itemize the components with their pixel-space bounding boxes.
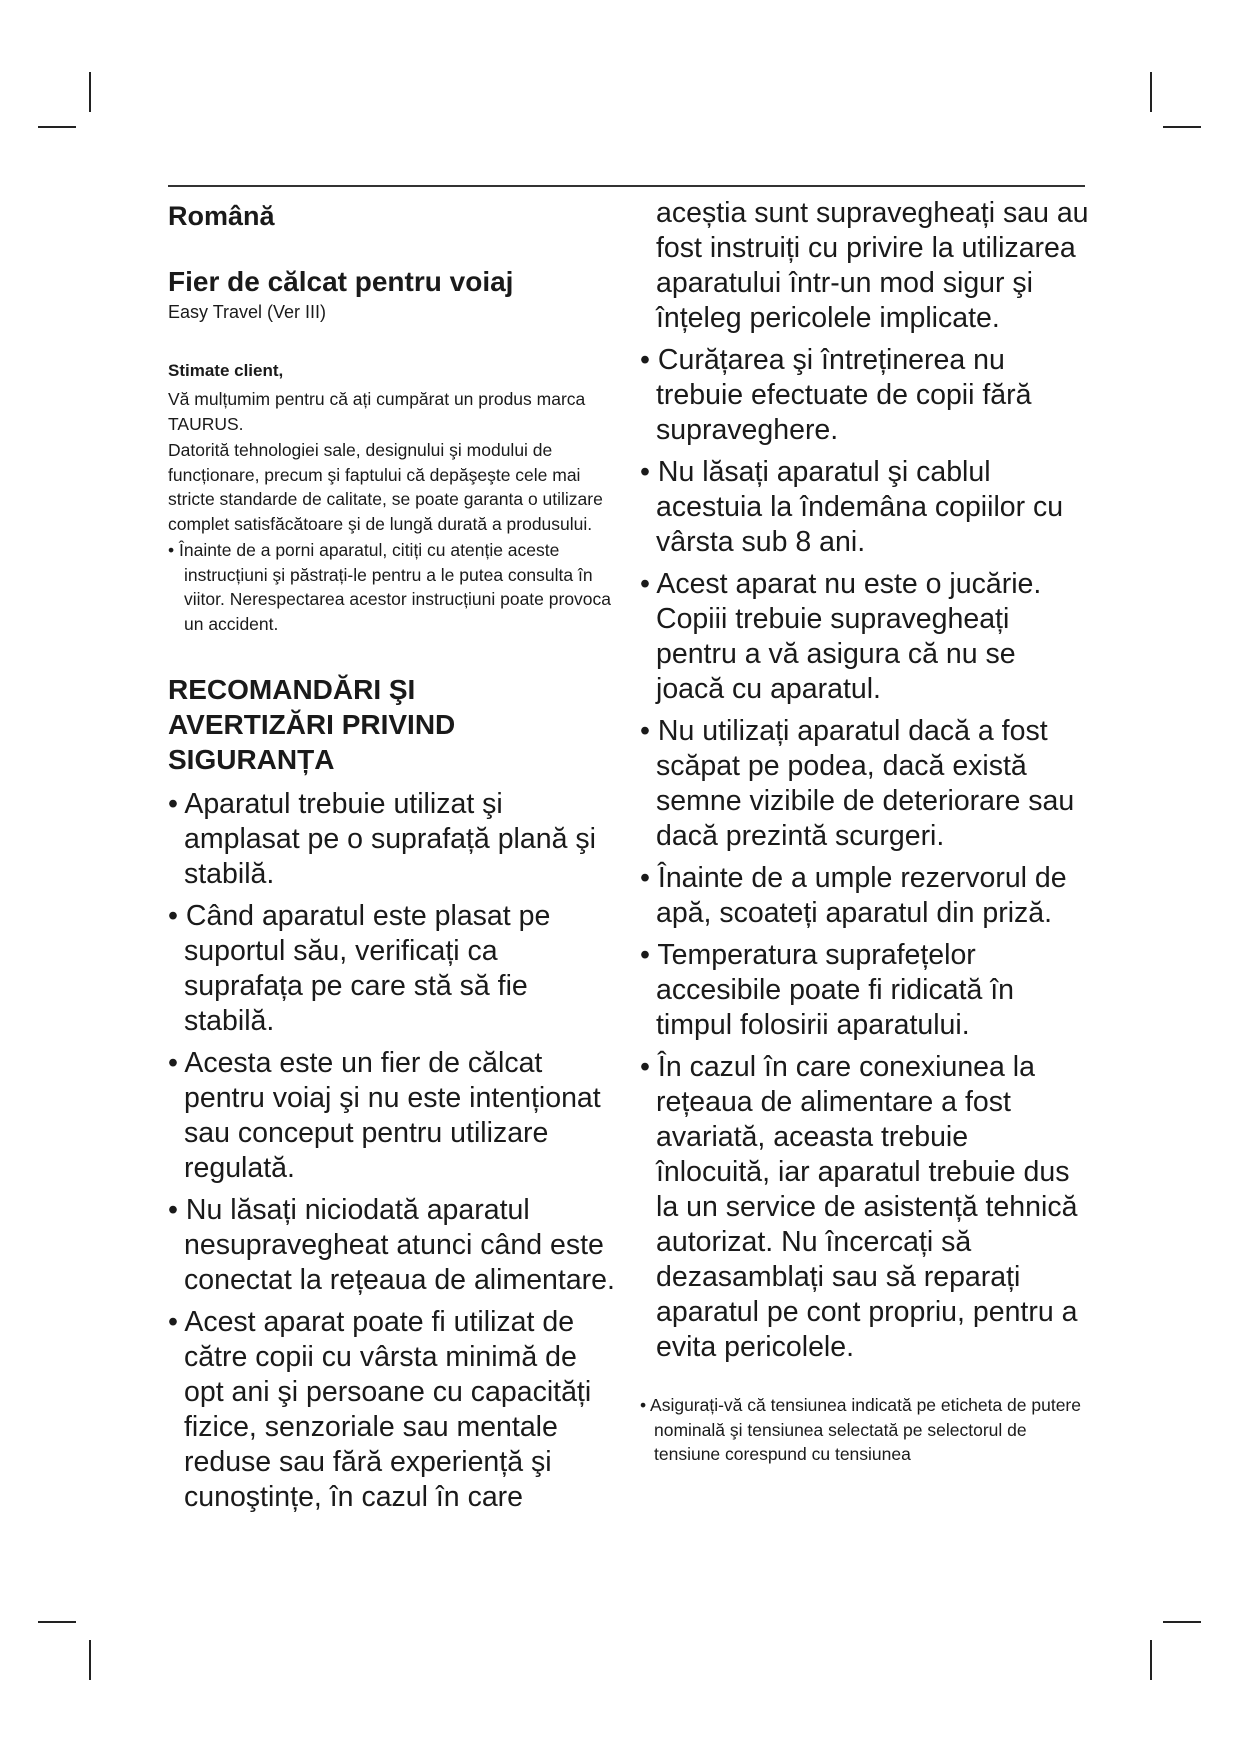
safety-heading xyxy=(168,672,618,777)
safety-item: • Acest aparat nu este o jucărie. Copiii trebuie supravegheați pentru a vă asigura că nu se joacă cu aparatul. xyxy=(640,568,1042,705)
language-heading: Română xyxy=(168,201,275,231)
greeting: Stimate client, xyxy=(168,361,284,380)
crop-mark-top-left-horizontal xyxy=(38,126,76,128)
safety-heading-line: AVERTIZĂRI PRIVIND xyxy=(168,709,456,740)
safety-item: • Când aparatul este plasat pe suportul său, verificați ca suprafața pe care stă să fie stabilă. xyxy=(168,900,551,1037)
crop-mark-bottom-left-vertical xyxy=(89,1640,91,1680)
crop-mark-top-right-vertical xyxy=(1150,72,1152,112)
safety-item: • În cazul în care conexiunea la rețeaua de alimentare a fost avariată, aceasta trebuie înlocuită, iar aparatul trebuie dus la un service de asistență tehnică autorizat. Nu încercați să dezasamblați sau să reparați aparatul pe cont propriu, pentru a evita pericolele. xyxy=(640,1051,1078,1363)
product-title: Fier de călcat pentru voiaj xyxy=(168,266,514,297)
safety-item: • Înainte de a umple rezervorul de apă, scoateți aparatul din priză. xyxy=(640,862,1067,929)
intro-paragraph-2: Datorită tehnologiei sale, designului şi modului de funcționare, precum şi faptului că depăşeşte cele mai stricte standarde de calitate, se poate garanta o utilizare complet satisfăcătoare şi de lungă durată a produsului. xyxy=(168,440,603,534)
safety-list-left xyxy=(168,787,618,1515)
safety-list-right xyxy=(640,196,1090,1365)
right-column xyxy=(640,196,1090,1467)
crop-mark-bottom-left-horizontal xyxy=(38,1621,76,1623)
crop-mark-bottom-right-vertical xyxy=(1150,1640,1152,1680)
header-rule xyxy=(168,185,1085,187)
crop-mark-top-left-vertical xyxy=(89,72,91,112)
safety-heading-line: SIGURANȚA xyxy=(168,744,335,775)
crop-mark-top-right-horizontal xyxy=(1163,126,1201,128)
crop-mark-bottom-right-horizontal xyxy=(1163,1621,1201,1623)
safety-item: • Nu utilizați aparatul dacă a fost scăpat pe podea, dacă există semne vizibile de deteriorare sau dacă prezintă scurgeri. xyxy=(640,715,1075,852)
left-column xyxy=(168,196,618,1522)
safety-item: • Nu lăsați niciodată aparatul nesupravegheat atunci când este conectat la rețeaua de alimentare. xyxy=(168,1194,615,1296)
intro-bullet: • Înainte de a porni aparatul, citiți cu atenție aceste instrucțiuni şi păstrați-le pentru a le putea consulta în viitor. Nerespectarea acestor instrucțiuni poate provoca un accident. xyxy=(168,540,612,634)
model-name: Easy Travel (Ver III) xyxy=(168,302,327,322)
safety-item: • Temperatura suprafețelor accesibile poate fi ridicată în timpul folosirii aparatului. xyxy=(640,939,1015,1041)
safety-item: • Nu lăsați aparatul şi cablul acestuia la îndemâna copiilor cu vârsta sub 8 ani. xyxy=(640,456,1064,558)
voltage-note: • Asigurați-vă că tensiunea indicată pe eticheta de putere nominală şi tensiunea selectată pe selectorul de tensiune corespund cu tensiunea xyxy=(640,1395,1081,1464)
safety-item: • Acest aparat poate fi utilizat de către copii cu vârsta minimă de opt ani şi persoane cu capacități fizice, senzoriale sau mentale reduse sau fără experiență şi cunoştințe, în cazul în care xyxy=(168,1306,592,1513)
safety-heading-line: RECOMANDĂRI ŞI xyxy=(168,674,416,705)
safety-item: • Curățarea şi întreținerea nu trebuie efectuate de copii fără supraveghere. xyxy=(640,344,1032,446)
safety-item: • Aparatul trebuie utilizat şi amplasat pe o suprafață plană şi stabilă. xyxy=(168,788,596,890)
safety-item-continuation: aceștia sunt supravegheați sau au fost instruiți cu privire la utilizarea aparatului într-un mod sigur şi înțeleg pericolele implicate. xyxy=(656,197,1089,334)
intro-paragraph-1: Vă mulțumim pentru că ați cumpărat un produs marca TAURUS. xyxy=(168,389,586,434)
safety-item: • Acesta este un fier de călcat pentru voiaj şi nu este intenționat sau conceput pentru utilizare regulată. xyxy=(168,1047,601,1184)
